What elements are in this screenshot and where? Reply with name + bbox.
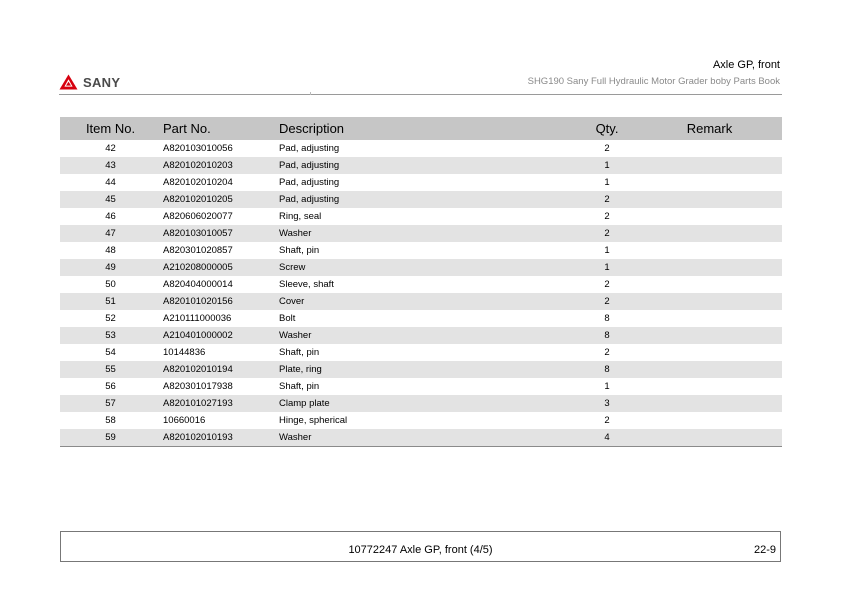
table-row bbox=[60, 378, 782, 395]
cell-part-no bbox=[161, 259, 277, 276]
cell-description bbox=[277, 276, 577, 293]
cell-part-no-text: A820606020077 bbox=[163, 211, 233, 222]
cell-item-no: 56 bbox=[105, 381, 116, 392]
table-row bbox=[60, 361, 782, 378]
cell-part-no bbox=[161, 242, 277, 259]
cell-qty: 3 bbox=[604, 398, 610, 409]
cell-part-no-text: A210401000002 bbox=[163, 330, 233, 341]
cell-part-no-text: A210208000005 bbox=[163, 262, 233, 273]
cell-item-no: 50 bbox=[105, 279, 116, 290]
cell-part-no-text: A210111000036 bbox=[163, 313, 232, 324]
cell-description bbox=[277, 310, 577, 327]
cell-remark bbox=[637, 174, 782, 191]
cell-description-text: Shaft, pin bbox=[279, 347, 320, 358]
cell-part-no bbox=[161, 310, 277, 327]
cell-qty: 2 bbox=[604, 279, 610, 290]
cell-remark bbox=[637, 157, 782, 174]
cell-remark bbox=[637, 395, 782, 412]
cell-remark bbox=[637, 208, 782, 225]
cell-part-no bbox=[161, 208, 277, 225]
cell-item-no: 58 bbox=[105, 415, 116, 426]
cell-qty: 2 bbox=[604, 194, 610, 205]
table-row bbox=[60, 429, 782, 446]
table-row bbox=[60, 276, 782, 293]
cell-description bbox=[277, 429, 577, 446]
cell-description-text: Bolt bbox=[279, 313, 296, 324]
cell-description-text: Shaft, pin bbox=[279, 381, 320, 392]
cell-description-text: Pad, adjusting bbox=[279, 160, 340, 171]
cell-part-no-text: 10144836 bbox=[163, 347, 206, 358]
cell-item-no: 51 bbox=[105, 296, 116, 307]
cell-qty: 2 bbox=[604, 415, 610, 426]
cell-part-no-text: A820301017938 bbox=[163, 381, 233, 392]
cell-description bbox=[277, 208, 577, 225]
cell-part-no-text: A820103010056 bbox=[163, 143, 233, 154]
table-row bbox=[60, 157, 782, 174]
cell-part-no bbox=[161, 157, 277, 174]
cell-qty: 1 bbox=[604, 262, 610, 273]
cell-qty: 2 bbox=[604, 296, 610, 307]
cell-description-text: Washer bbox=[279, 228, 312, 239]
footer-box bbox=[60, 531, 781, 562]
page-number: 22-9 bbox=[753, 544, 776, 556]
cell-description-text: Cover bbox=[279, 296, 305, 307]
cell-item-no: 45 bbox=[105, 194, 116, 205]
cell-part-no-text: A820102010203 bbox=[163, 160, 233, 171]
column-header-description bbox=[277, 117, 577, 140]
cell-item-no: 57 bbox=[105, 398, 116, 409]
table-header-row bbox=[60, 117, 782, 140]
cell-qty: 1 bbox=[604, 160, 610, 171]
cell-qty: 2 bbox=[604, 347, 610, 358]
table-row bbox=[60, 293, 782, 310]
cell-part-no bbox=[161, 412, 277, 429]
table-row bbox=[60, 242, 782, 259]
cell-qty: 8 bbox=[604, 364, 610, 375]
cell-qty: 1 bbox=[604, 381, 610, 392]
cell-description bbox=[277, 174, 577, 191]
cell-remark bbox=[637, 242, 782, 259]
cell-remark bbox=[637, 276, 782, 293]
cell-remark bbox=[637, 412, 782, 429]
cell-description-text: Clamp plate bbox=[279, 398, 330, 409]
cell-part-no-text: A820102010194 bbox=[163, 364, 233, 375]
cell-item-no: 46 bbox=[105, 211, 116, 222]
table-row bbox=[60, 395, 782, 412]
cell-part-no-text: 10660016 bbox=[163, 415, 206, 426]
cell-item-no: 48 bbox=[105, 245, 116, 256]
cell-qty: 2 bbox=[604, 143, 610, 154]
cell-description bbox=[277, 361, 577, 378]
cell-part-no bbox=[161, 191, 277, 208]
table-row bbox=[60, 208, 782, 225]
cell-remark bbox=[637, 293, 782, 310]
cell-remark bbox=[637, 429, 782, 446]
cell-description-text: Pad, adjusting bbox=[279, 177, 340, 188]
cell-item-no: 52 bbox=[105, 313, 116, 324]
column-header-item-no: Item No. bbox=[85, 121, 136, 136]
column-header-part-no-label: Part No. bbox=[163, 121, 211, 136]
cell-remark bbox=[637, 140, 782, 157]
cell-description bbox=[277, 259, 577, 276]
cell-part-no-text: A820101027193 bbox=[163, 398, 233, 409]
header-divider bbox=[59, 94, 782, 95]
cell-part-no-text: A820102010204 bbox=[163, 177, 233, 188]
cell-description-text: Screw bbox=[279, 262, 306, 273]
cell-remark bbox=[637, 225, 782, 242]
table-row bbox=[60, 327, 782, 344]
header-tick-mark bbox=[310, 92, 311, 95]
table-row bbox=[60, 344, 782, 361]
cell-part-no bbox=[161, 276, 277, 293]
cell-description-text: Hinge, spherical bbox=[279, 415, 348, 426]
cell-qty: 2 bbox=[604, 228, 610, 239]
logo-text: SANY bbox=[83, 74, 121, 90]
cell-description bbox=[277, 378, 577, 395]
cell-part-no-text: A820102010193 bbox=[163, 431, 233, 443]
cell-qty: 1 bbox=[604, 177, 610, 188]
cell-part-no-text: A820102010205 bbox=[163, 194, 233, 205]
cell-description-text: Pad, adjusting bbox=[279, 194, 340, 205]
cell-part-no bbox=[161, 225, 277, 242]
column-header-qty: Qty. bbox=[595, 121, 619, 136]
book-subtitle: SHG190 Sany Full Hydraulic Motor Grader boby Parts Book bbox=[527, 76, 780, 87]
cell-part-no-text: A820103010057 bbox=[163, 228, 233, 239]
cell-part-no-text: A820404000014 bbox=[163, 279, 233, 290]
sany-logo bbox=[59, 73, 120, 91]
cell-description bbox=[277, 327, 577, 344]
cell-description bbox=[277, 412, 577, 429]
sany-triangle-logo-icon bbox=[59, 74, 78, 90]
cell-remark bbox=[637, 310, 782, 327]
cell-part-no bbox=[161, 378, 277, 395]
cell-part-no bbox=[161, 293, 277, 310]
cell-description bbox=[277, 191, 577, 208]
cell-part-no bbox=[161, 429, 277, 446]
cell-part-no bbox=[161, 344, 277, 361]
table-row bbox=[60, 310, 782, 327]
cell-item-no: 42 bbox=[105, 143, 116, 154]
cell-description-text: Washer bbox=[279, 330, 312, 341]
cell-part-no bbox=[161, 395, 277, 412]
cell-description bbox=[277, 242, 577, 259]
table-row bbox=[60, 259, 782, 276]
parts-table bbox=[60, 117, 782, 447]
cell-qty: 2 bbox=[604, 211, 610, 222]
cell-description bbox=[277, 140, 577, 157]
cell-remark bbox=[637, 327, 782, 344]
footer-caption: 10772247 Axle GP, front (4/5) bbox=[348, 544, 493, 556]
cell-description-text: Plate, ring bbox=[279, 364, 322, 375]
cell-description bbox=[277, 157, 577, 174]
cell-item-no: 47 bbox=[105, 228, 116, 239]
cell-description-text: Sleeve, shaft bbox=[279, 279, 334, 290]
table-row bbox=[60, 140, 782, 157]
table-row bbox=[60, 412, 782, 429]
cell-part-no bbox=[161, 327, 277, 344]
parts-table-body bbox=[60, 140, 782, 446]
cell-description-text: Washer bbox=[279, 431, 312, 443]
cell-remark bbox=[637, 191, 782, 208]
cell-item-no: 53 bbox=[105, 330, 116, 341]
cell-part-no-text: A820301020857 bbox=[163, 245, 233, 256]
column-header-description-label: Description bbox=[279, 121, 345, 136]
cell-remark bbox=[637, 361, 782, 378]
cell-description bbox=[277, 293, 577, 310]
table-row bbox=[60, 225, 782, 242]
column-header-part-no bbox=[161, 117, 277, 140]
cell-item-no: 43 bbox=[105, 160, 116, 171]
table-row bbox=[60, 174, 782, 191]
cell-item-no: 49 bbox=[105, 262, 116, 273]
cell-remark bbox=[637, 344, 782, 361]
cell-item-no: 54 bbox=[105, 347, 116, 358]
cell-qty: 8 bbox=[604, 313, 610, 324]
cell-remark bbox=[637, 259, 782, 276]
cell-item-no: 59 bbox=[60, 429, 161, 446]
cell-item-no: 44 bbox=[105, 177, 116, 188]
cell-description bbox=[277, 395, 577, 412]
cell-description-text: Shaft, pin bbox=[279, 245, 320, 256]
column-header-remark: Remark bbox=[686, 121, 733, 136]
cell-qty: 1 bbox=[604, 245, 610, 256]
cell-part-no-text: A820101020156 bbox=[163, 296, 233, 307]
cell-description-text: Ring, seal bbox=[279, 211, 322, 222]
cell-description bbox=[277, 225, 577, 242]
cell-description-text: Pad, adjusting bbox=[279, 143, 340, 154]
cell-remark bbox=[637, 378, 782, 395]
cell-qty: 8 bbox=[604, 330, 610, 341]
cell-description bbox=[277, 344, 577, 361]
cell-item-no: 55 bbox=[105, 364, 116, 375]
table-row bbox=[60, 191, 782, 208]
cell-part-no bbox=[161, 174, 277, 191]
cell-part-no bbox=[161, 361, 277, 378]
cell-qty: 4 bbox=[577, 429, 637, 446]
cell-part-no bbox=[161, 140, 277, 157]
page-title: Axle GP, front bbox=[712, 59, 780, 71]
